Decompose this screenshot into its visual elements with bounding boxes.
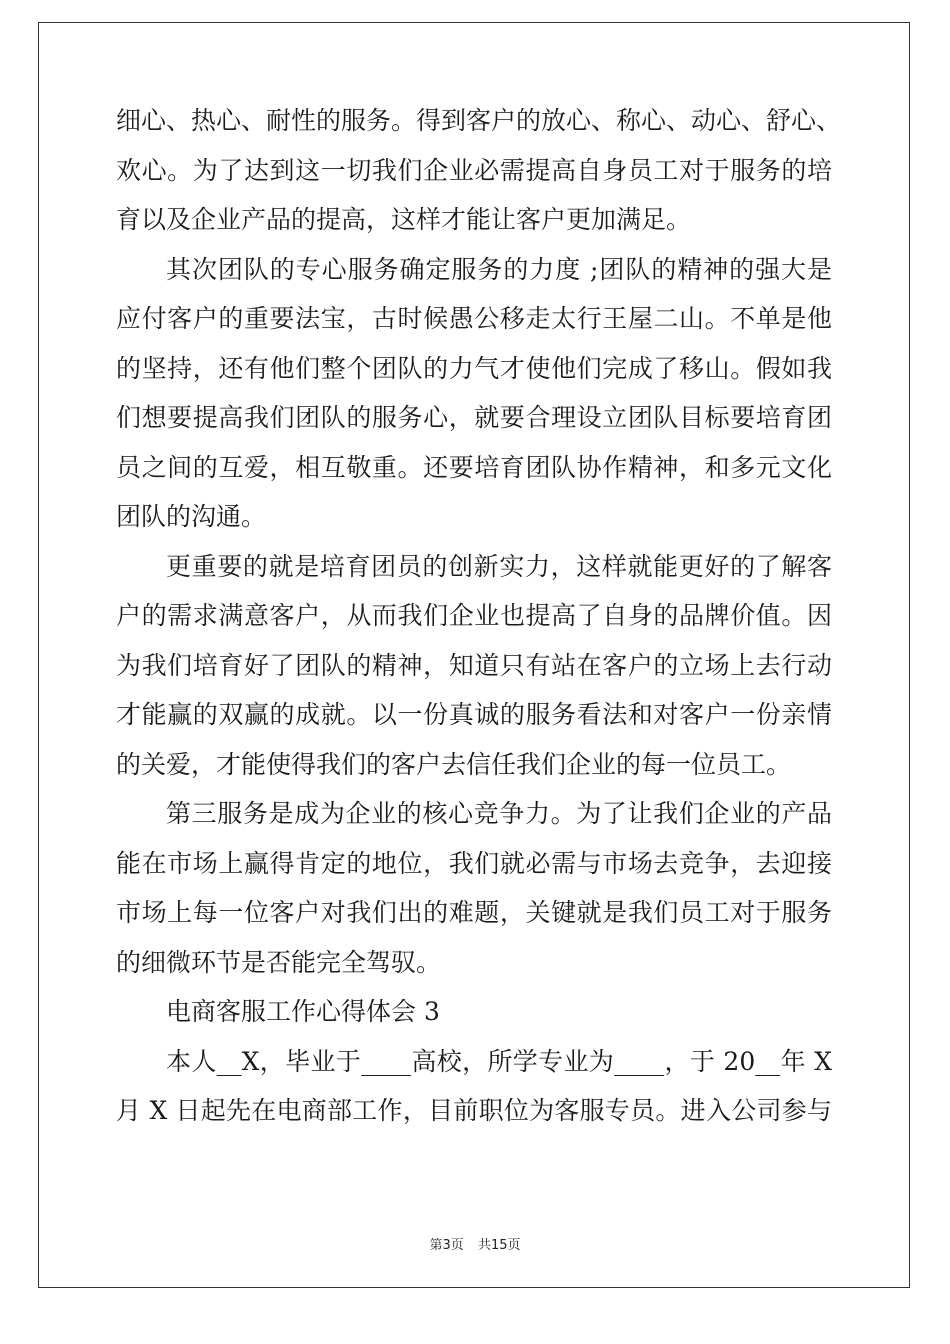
text-line: 其次团队的专心服务确定服务的力度 ;团队的精神的强大是 [166, 254, 832, 284]
text-line: 细心、热心、耐性的服务。得到客户的放心、称心、动心、舒心、 [116, 106, 842, 135]
page-number: 第3页 [429, 1238, 464, 1253]
text-line: 团队的沟通。 [116, 502, 267, 531]
text-line: 们想要提高我们团队的服务心，就要合理设立团队目标要培育团 [116, 403, 832, 432]
page-footer [0, 1234, 950, 1253]
document-body [116, 96, 842, 1136]
text-line: 市场上每一位客户对我们出的难题，关键就是我们员工对于服务 [116, 898, 832, 927]
text-line: 为我们培育好了团队的精神，知道只有站在客户的立场上去行动 [116, 650, 832, 680]
text-line: 的坚持，还有他们整个团队的力气才使他们完成了移山。假如我 [116, 353, 832, 383]
text-line: 员之间的互爱，相互敬重。还要培育团队协作精神，和多元文化 [116, 452, 832, 482]
page-total: 共15页 [477, 1238, 521, 1253]
text-line: 月 X 日起先在电商部工作，目前职位为客服专员。进入公司参与 [116, 1096, 832, 1125]
text-line: 本人__X，毕业于____高校，所学专业为____，于 20__年 X [166, 1046, 832, 1076]
text-line: 欢心。为了达到这一切我们企业必需提高自身员工对于服务的培 [116, 155, 832, 185]
section-heading: 电商客服工作心得体会 3 [166, 997, 440, 1026]
text-line: 能在市场上赢得肯定的地位，我们就必需与市场去竞争，去迎接 [116, 848, 832, 878]
text-line: 户的需求满意客户，从而我们企业也提高了自身的品牌价值。因 [116, 601, 832, 630]
text-line: 更重要的就是培育团员的创新实力，这样就能更好的了解客 [166, 551, 832, 581]
text-line: 才能赢的双赢的成就。以一份真诚的服务看法和对客户一份亲情 [116, 700, 832, 729]
text-line: 的关爱，才能使得我们的客户去信任我们企业的每一位员工。 [116, 749, 792, 779]
text-line: 第三服务是成为企业的核心竞争力。为了让我们企业的产品 [166, 799, 832, 828]
text-line: 的细微环节是否能完全驾驭。 [116, 947, 442, 977]
text-line: 应付客户的重要法宝，古时候愚公移走太行王屋二山。不单是他 [116, 304, 832, 333]
text-line: 育以及企业产品的提高，这样才能让客户更加满足。 [116, 205, 692, 234]
